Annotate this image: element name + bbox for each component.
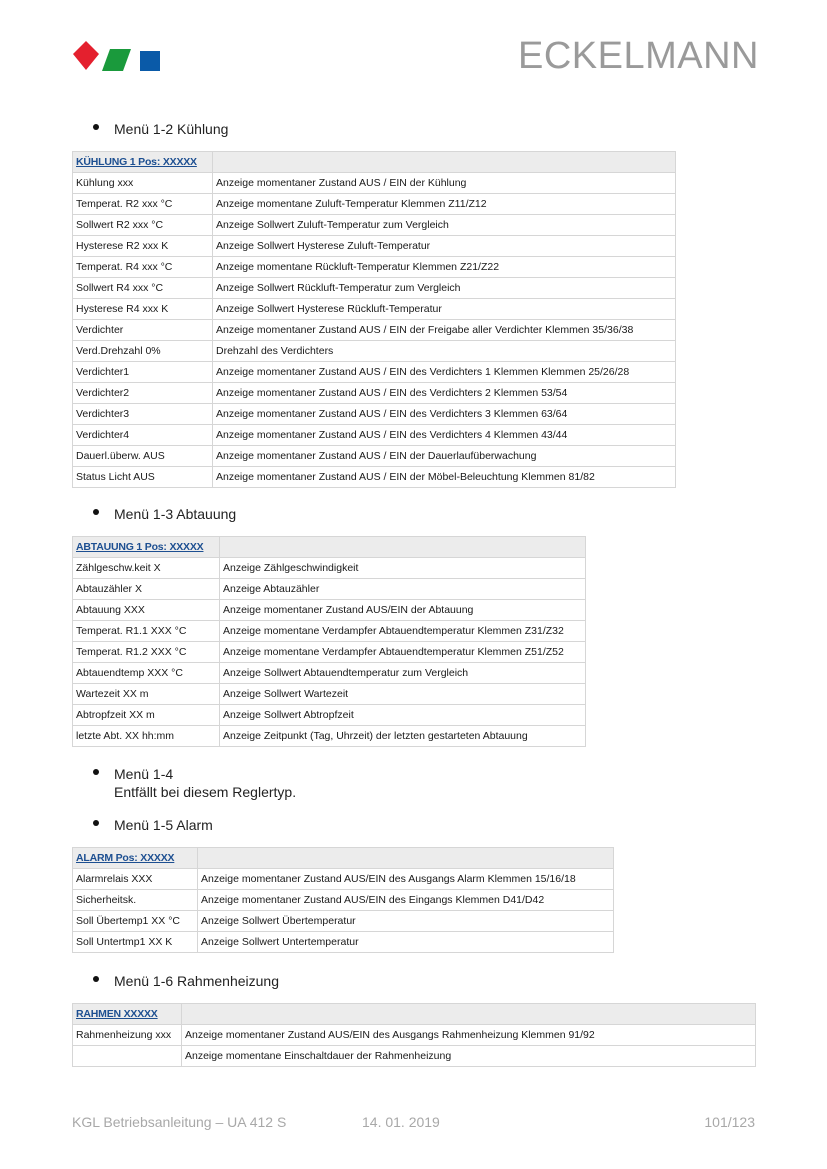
table-header-empty-cell xyxy=(182,1004,756,1025)
table-row xyxy=(73,663,586,684)
parameter-cell: Verdichter4 xyxy=(73,425,213,446)
table-header-row xyxy=(73,848,614,869)
description-cell: Anzeige Sollwert Hysterese Rückluft-Temperatur xyxy=(213,299,676,320)
parameter-cell: Soll Übertemp1 XX °C xyxy=(73,911,198,932)
parameter-cell: Verdichter3 xyxy=(73,404,213,425)
table-row xyxy=(73,932,614,953)
parameter-cell: letzte Abt. XX hh:mm xyxy=(73,726,220,747)
section-heading xyxy=(72,816,614,834)
section-heading xyxy=(72,972,756,990)
parameter-cell: Rahmenheizung xxx xyxy=(73,1025,182,1046)
parameter-cell: Temperat. R2 xxx °C xyxy=(73,194,213,215)
table-title: ALARM Pos: XXXXX xyxy=(73,848,198,869)
logo-blue-square xyxy=(140,51,160,71)
section-heading xyxy=(72,765,296,801)
bullet-icon xyxy=(93,124,99,130)
description-cell: Anzeige momentaner Zustand AUS / EIN des Verdichters 1 Klemmen Klemmen 25/26/28 xyxy=(213,362,676,383)
parameter-cell: Verdichter2 xyxy=(73,383,213,404)
table-row xyxy=(73,558,586,579)
description-cell: Anzeige momentaner Zustand AUS / EIN der Freigabe aller Verdichter Klemmen 35/36/38 xyxy=(213,320,676,341)
parameter-cell: Wartezeit XX m xyxy=(73,684,220,705)
bullet-icon xyxy=(93,976,99,982)
description-cell: Anzeige momentaner Zustand AUS / EIN der Dauerlaufüberwachung xyxy=(213,446,676,467)
table-row xyxy=(73,642,586,663)
table-row xyxy=(73,621,586,642)
footer-date: 14. 01. 2019 xyxy=(362,1114,440,1130)
eckelmann-logo xyxy=(72,40,162,72)
description-cell: Anzeige momentaner Zustand AUS/EIN des Ausgangs Rahmenheizung Klemmen 91/92 xyxy=(182,1025,756,1046)
parameter-cell: Hysterese R4 xxx K xyxy=(73,299,213,320)
table-row xyxy=(73,320,676,341)
table-row xyxy=(73,362,676,383)
table-header-row xyxy=(73,537,586,558)
table-row xyxy=(73,236,676,257)
table-row xyxy=(73,299,676,320)
section-rahmenheizung xyxy=(72,972,756,1067)
section-menu-1-4 xyxy=(72,765,296,801)
parameter-cell: Abtauung XXX xyxy=(73,600,220,621)
parameter-cell: Soll Untertmp1 XX K xyxy=(73,932,198,953)
bullet-icon xyxy=(93,769,99,775)
description-cell: Anzeige momentane Zuluft-Temperatur Klemmen Z11/Z12 xyxy=(213,194,676,215)
parameter-cell: Temperat. R4 xxx °C xyxy=(73,257,213,278)
table-row xyxy=(73,890,614,911)
table-row xyxy=(73,600,586,621)
table-row xyxy=(73,278,676,299)
section-alarm xyxy=(72,816,614,953)
description-cell: Anzeige momentaner Zustand AUS / EIN des Verdichters 2 Klemmen 53/54 xyxy=(213,383,676,404)
parameter-cell: Zählgeschw.keit X xyxy=(73,558,220,579)
section-note: Entfällt bei diesem Reglertyp. xyxy=(114,784,297,800)
section-title: Menü 1-6 Rahmenheizung xyxy=(114,973,279,989)
kuehlung-table xyxy=(72,151,676,488)
alarm-table xyxy=(72,847,614,953)
parameter-cell: Sollwert R2 xxx °C xyxy=(73,215,213,236)
description-cell: Anzeige Sollwert Abtauendtemperatur zum Vergleich xyxy=(220,663,586,684)
description-cell: Anzeige momentane Einschaltdauer der Rahmenheizung xyxy=(182,1046,756,1067)
table-row xyxy=(73,194,676,215)
description-cell: Drehzahl des Verdichters xyxy=(213,341,676,362)
table-row xyxy=(73,446,676,467)
bullet-icon xyxy=(93,820,99,826)
description-cell: Anzeige Zeitpunkt (Tag, Uhrzeit) der letzten gestarteten Abtauung xyxy=(220,726,586,747)
description-cell: Anzeige Sollwert Hysterese Zuluft-Temperatur xyxy=(213,236,676,257)
parameter-cell: Abtropfzeit XX m xyxy=(73,705,220,726)
description-cell: Anzeige Sollwert Abtropfzeit xyxy=(220,705,586,726)
parameter-cell: Alarmrelais XXX xyxy=(73,869,198,890)
parameter-cell: Sicherheitsk. xyxy=(73,890,198,911)
description-cell: Anzeige momentaner Zustand AUS/EIN des Eingangs Klemmen D41/D42 xyxy=(198,890,614,911)
parameter-cell: Sollwert R4 xxx °C xyxy=(73,278,213,299)
parameter-cell: Verd.Drehzahl 0% xyxy=(73,341,213,362)
abtauung-table xyxy=(72,536,586,747)
table-row xyxy=(73,425,676,446)
table-row xyxy=(73,869,614,890)
parameter-cell: Kühlung xxx xyxy=(73,173,213,194)
description-cell: Anzeige Sollwert Rückluft-Temperatur zum Vergleich xyxy=(213,278,676,299)
table-row xyxy=(73,404,676,425)
description-cell: Anzeige momentaner Zustand AUS / EIN der Kühlung xyxy=(213,173,676,194)
parameter-cell: Abtauendtemp XXX °C xyxy=(73,663,220,684)
table-row xyxy=(73,383,676,404)
parameter-cell: Verdichter xyxy=(73,320,213,341)
table-title: ABTAUUNG 1 Pos: XXXXX xyxy=(73,537,220,558)
bullet-icon xyxy=(93,509,99,515)
parameter-cell: Dauerl.überw. AUS xyxy=(73,446,213,467)
table-row xyxy=(73,705,586,726)
brand-name: ECKELMANN xyxy=(518,35,759,77)
table-row xyxy=(73,1025,756,1046)
table-row xyxy=(73,911,614,932)
section-title: Menü 1-2 Kühlung xyxy=(114,121,229,137)
parameter-cell: Status Licht AUS xyxy=(73,467,213,488)
description-cell: Anzeige Zählgeschwindigkeit xyxy=(220,558,586,579)
table-row xyxy=(73,173,676,194)
rahmen-table xyxy=(72,1003,756,1067)
parameter-cell: Abtauzähler X xyxy=(73,579,220,600)
parameter-cell xyxy=(73,1046,182,1067)
table-row xyxy=(73,257,676,278)
table-header-empty-cell xyxy=(198,848,614,869)
table-header-row xyxy=(73,1004,756,1025)
parameter-cell: Temperat. R1.1 XXX °C xyxy=(73,621,220,642)
table-row xyxy=(73,579,586,600)
table-header-empty-cell xyxy=(213,152,676,173)
table-row xyxy=(73,684,586,705)
description-cell: Anzeige Sollwert Übertemperatur xyxy=(198,911,614,932)
description-cell: Anzeige momentaner Zustand AUS / EIN der Möbel-Beleuchtung Klemmen 81/82 xyxy=(213,467,676,488)
table-row xyxy=(73,215,676,236)
description-cell: Anzeige Abtauzähler xyxy=(220,579,586,600)
table-row xyxy=(73,341,676,362)
description-cell: Anzeige Sollwert Untertemperatur xyxy=(198,932,614,953)
description-cell: Anzeige momentaner Zustand AUS/EIN der Abtauung xyxy=(220,600,586,621)
footer-document-title: KGL Betriebsanleitung – UA 412 S xyxy=(72,1114,287,1130)
table-title: RAHMEN XXXXX xyxy=(73,1004,182,1025)
section-title: Menü 1-5 Alarm xyxy=(114,817,213,833)
table-row xyxy=(73,467,676,488)
table-row xyxy=(73,1046,756,1067)
description-cell: Anzeige momentaner Zustand AUS / EIN des Verdichters 3 Klemmen 63/64 xyxy=(213,404,676,425)
table-header-row xyxy=(73,152,676,173)
parameter-cell: Hysterese R2 xxx K xyxy=(73,236,213,257)
description-cell: Anzeige momentane Rückluft-Temperatur Klemmen Z21/Z22 xyxy=(213,257,676,278)
description-cell: Anzeige momentane Verdampfer Abtauendtemperatur Klemmen Z51/Z52 xyxy=(220,642,586,663)
description-cell: Anzeige momentane Verdampfer Abtauendtemperatur Klemmen Z31/Z32 xyxy=(220,621,586,642)
parameter-cell: Verdichter1 xyxy=(73,362,213,383)
description-cell: Anzeige momentaner Zustand AUS/EIN des Ausgangs Alarm Klemmen 15/16/18 xyxy=(198,869,614,890)
section-kuehlung xyxy=(72,120,676,488)
footer-page-number: 101/123 xyxy=(704,1114,755,1130)
section-abtauung xyxy=(72,505,586,747)
table-row xyxy=(73,726,586,747)
parameter-cell: Temperat. R1.2 XXX °C xyxy=(73,642,220,663)
section-title: Menü 1-4 xyxy=(114,766,174,782)
section-heading xyxy=(72,505,586,523)
table-title: KÜHLUNG 1 Pos: XXXXX xyxy=(73,152,213,173)
description-cell: Anzeige Sollwert Wartezeit xyxy=(220,684,586,705)
description-cell: Anzeige momentaner Zustand AUS / EIN des Verdichters 4 Klemmen 43/44 xyxy=(213,425,676,446)
section-heading xyxy=(72,120,676,138)
description-cell: Anzeige Sollwert Zuluft-Temperatur zum Vergleich xyxy=(213,215,676,236)
table-header-empty-cell xyxy=(220,537,586,558)
section-title: Menü 1-3 Abtauung xyxy=(114,506,237,522)
